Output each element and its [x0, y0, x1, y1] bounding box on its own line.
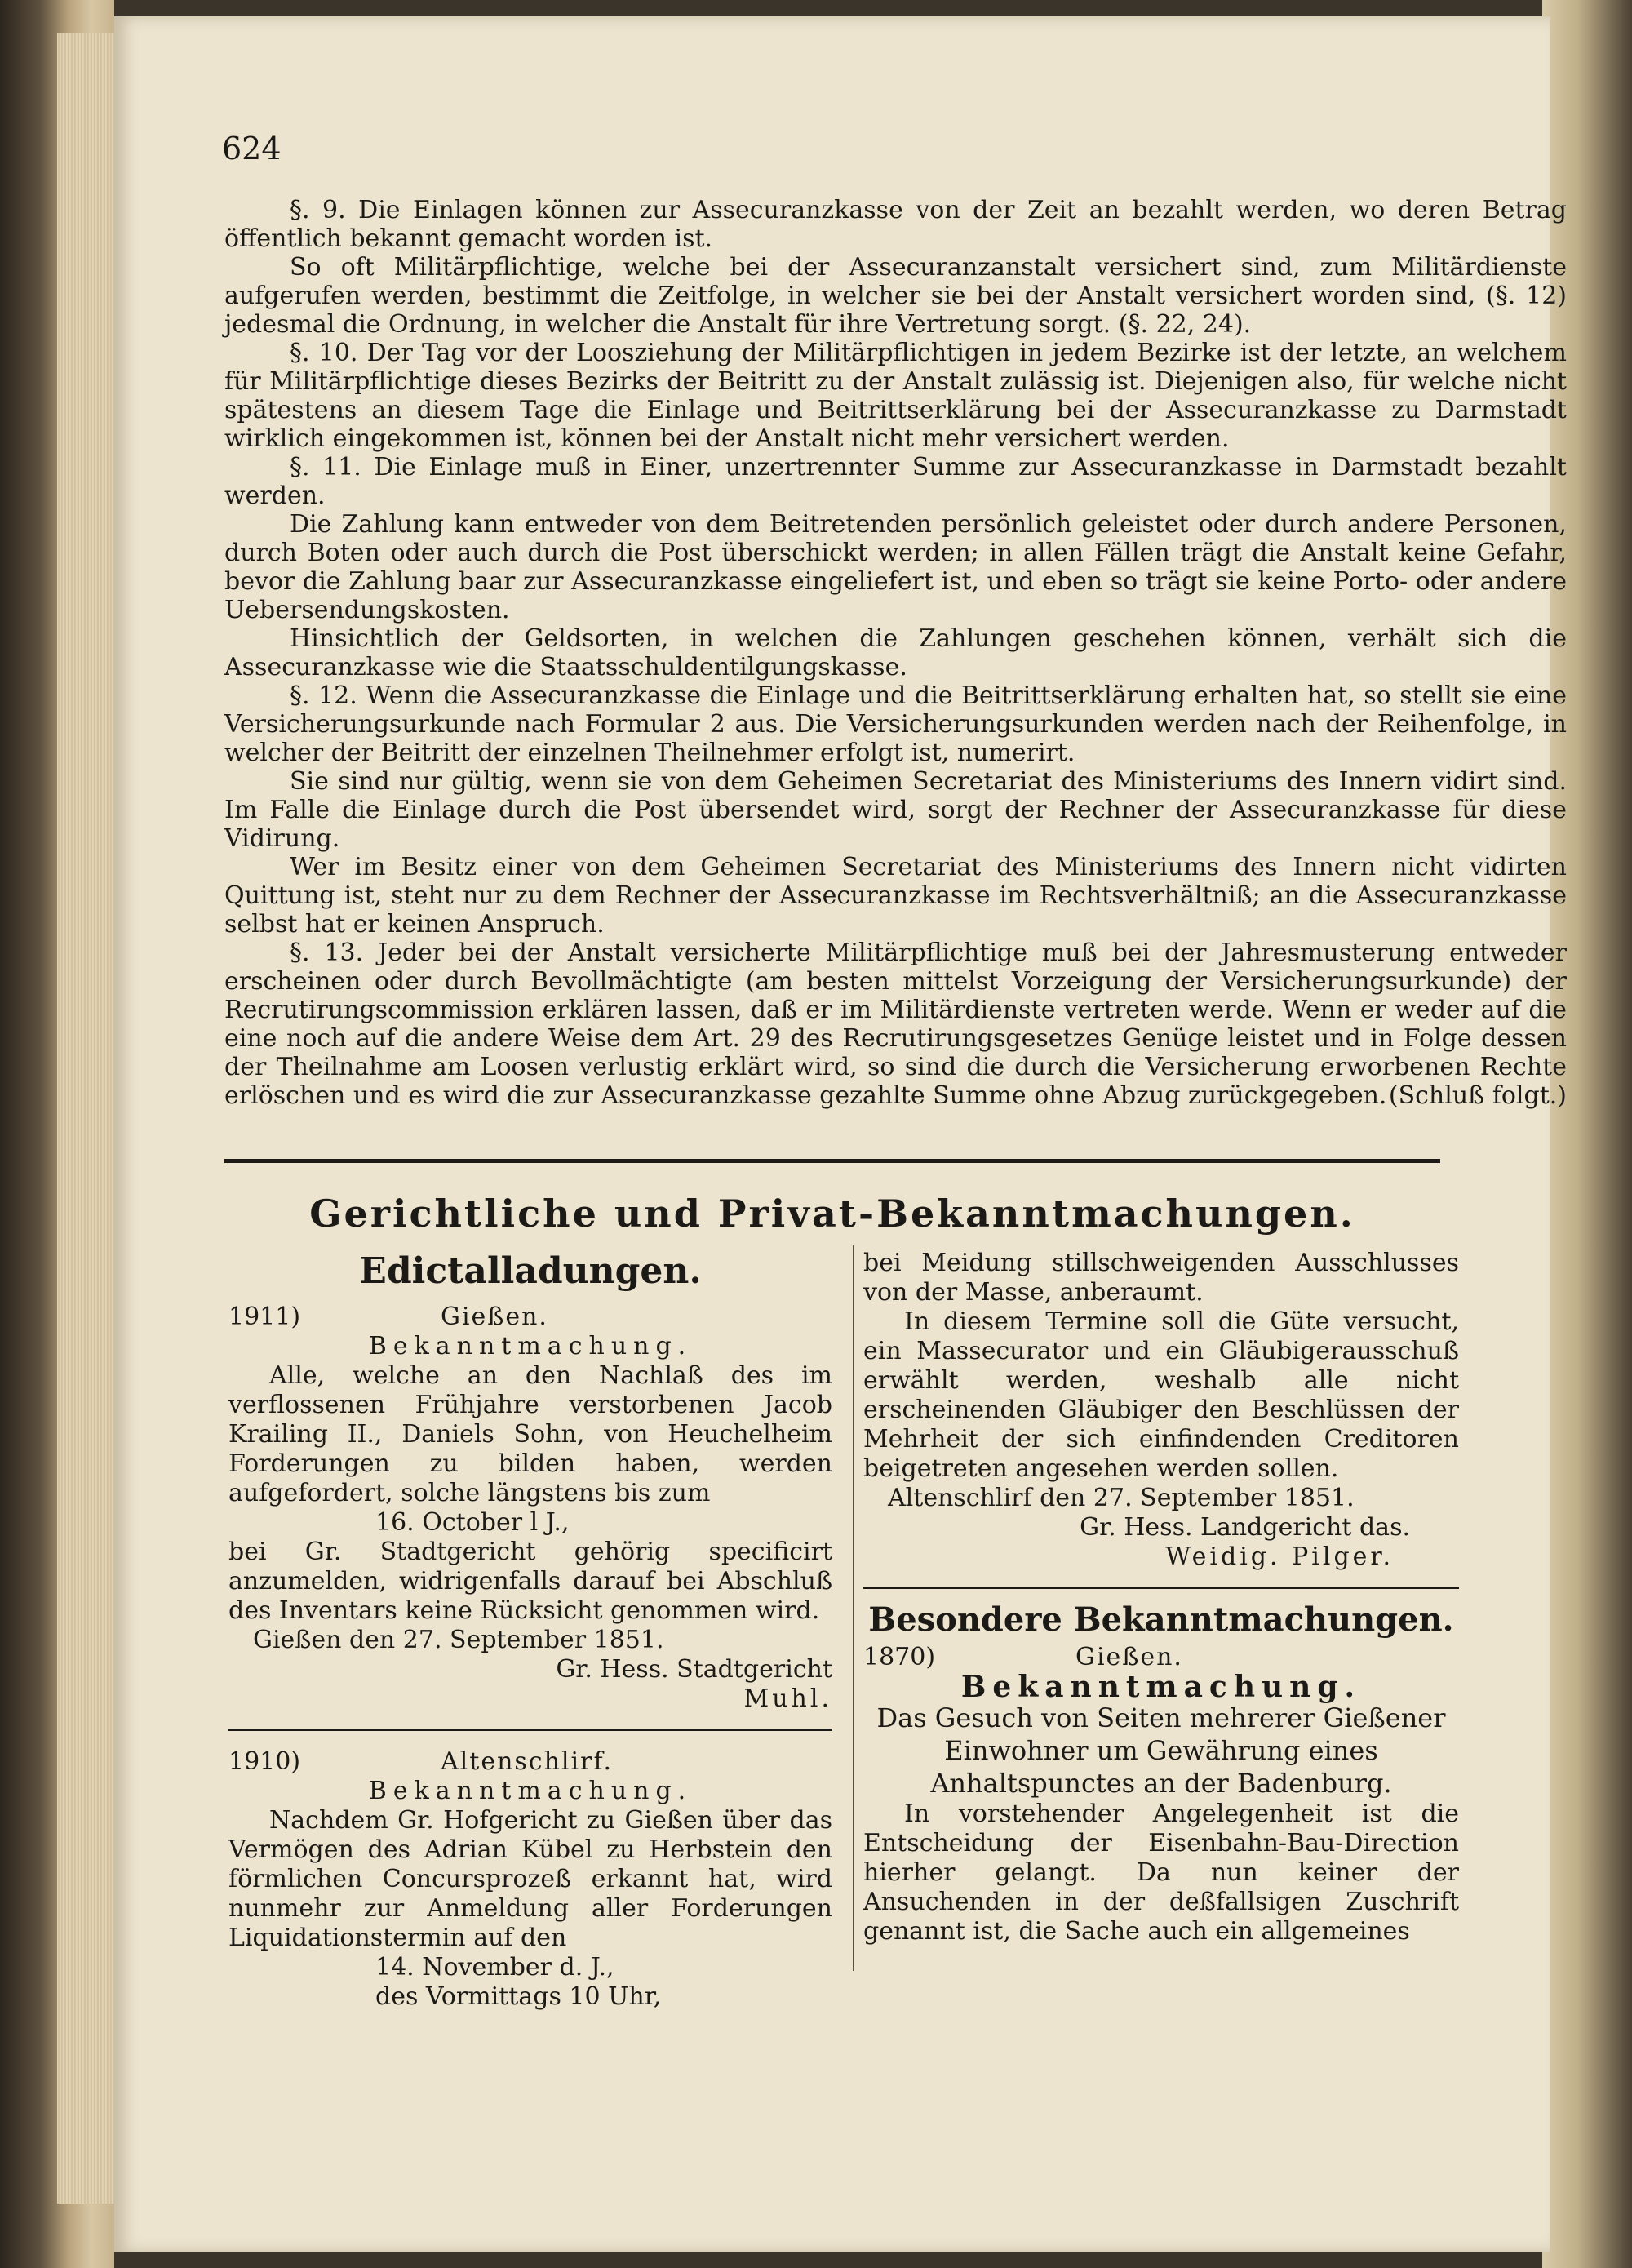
notice-dateline: Gießen den 27. September 1851.	[253, 1626, 664, 1654]
paragraph: §. 13. Jeder bei der Anstalt versicherte Militärpflichtige muß bei der Jahresmusterung entweder erscheinen oder durch Bevollmächtigte (am besten mittelst Vorzeigung der Versicherungsurkunde) der Recrutirungscommission erklären lassen, daß er im Militärdienste vertreten werde. Wenn er weder auf die eine noch auf die andere Weise dem Art. 29 des Recrutirungsgesetzes Genüge leistet und in Folge dessen der Theilnahme am Loosen verlustig erklärt wird, so sind die durch die Versicherung erworbenen Rechte erlöschen und es wird die zur Assecuranzkasse gezahlte Summe ohne Abzug zurückgegeben.	[224, 939, 1567, 1110]
notice-header	[228, 1747, 947, 1777]
heading-besondere: Besondere Bekanntmachungen.	[868, 1600, 1454, 1639]
notice-text: In vorstehender Angelegenheit ist die Entscheidung der Eisenbahn-Bau-Direction hierher gelangt. Da nun keiner der Ansuchenden in der deßfallsigen Zuschrift genannt ist, die Sache auch ein allgemeines	[863, 1800, 1459, 1946]
notice-title: Bekanntmachung.	[960, 1670, 1362, 1704]
notice-header	[228, 1303, 947, 1332]
book-left-edge	[0, 0, 114, 2268]
notice-subject: Das Gesuch von Seiten mehrerer Gießener Einwohner um Gewährung eines Anhaltspunctes an der Badenburg.	[876, 1702, 1446, 1799]
notice-place: Gießen.	[441, 1303, 548, 1331]
notice-time: des Vormittags 10 Uhr,	[375, 1982, 662, 2011]
closing-note: (Schluß folgt.)	[1388, 1081, 1567, 1110]
notice-signature-name: Weidig. Pilger.	[1165, 1542, 1394, 1571]
heading-edictalladungen: Edictalladungen.	[359, 1250, 702, 1292]
section-divider	[224, 1159, 1440, 1163]
notice-place: Altenschlirf.	[441, 1747, 614, 1776]
notice-signature: Gr. Hess. Stadtgericht	[556, 1655, 832, 1684]
notice-text: In diesem Termine soll die Güte versucht, ein Massecurator und ein Gläubigerausschuß erwählt werden, weshalb alle nicht erscheinenden Gläubiger den Beschlüssen der Mehrheit der sich einfindenden Creditoren beigetreten angesehen werden sollen.	[863, 1307, 1459, 1483]
section-title: Gerichtliche und Privat-Bekanntmachungen.	[309, 1192, 1355, 1236]
left-column	[228, 1250, 947, 2012]
notice-place: Gießen.	[1075, 1643, 1183, 1671]
continuation-text: bei Meidung stillschweigenden Ausschlusses von der Masse, anberaumt.	[863, 1249, 1459, 1307]
notice-title: Bekanntmachung.	[368, 1777, 693, 1805]
notice-text: Nachdem Gr. Hofgericht zu Gießen über das Vermögen des Adrian Kübel zu Herbstein den förmlichen Concursprozeß erkannt hat, wird nunmehr zur Anmeldung aller Forderungen Liquidationstermin auf den	[228, 1806, 832, 1952]
paragraph: Wer im Besitz einer von dem Geheimen Secretariat des Ministeriums des Innern nicht vidirten Quittung ist, steht nur zu dem Rechner der Assecuranzkasse im Rechtsverhältniß; an die Assecuranzkasse selbst hat er keinen Anspruch.	[224, 853, 1567, 939]
paragraph: So oft Militärpflichtige, welche bei der Assecuranzanstalt versichert sind, zum Militärdienste aufgerufen werden, bestimmt die Zeitfolge, in welcher sie bei der Anstalt versichert worden sind, (§. 12) jedesmal die Ordnung, in welcher die Anstalt für ihre Vertretung sorgt. (§. 22, 24).	[224, 253, 1567, 339]
notice-header	[863, 1643, 1459, 1672]
page-stack	[57, 33, 114, 2204]
notice-text: Alle, welche an den Nachlaß des im verflossenen Frühjahre verstorbenen Jacob Krailing II., Daniels Sohn, von Heuchelheim Forderungen zu bilden haben, werden aufgefordert, solche längstens bis zum	[228, 1361, 832, 1507]
column-separator	[853, 1245, 854, 1971]
right-column	[863, 1249, 1459, 1946]
paragraph: §. 12. Wenn die Assecuranzkasse die Einlage und die Beitrittserklärung erhalten hat, so stellt sie eine Versicherungsurkunde nach Formular 2 aus. Die Versicherungsurkunden werden nach der Reihenfolge, in welcher der Beitritt der einzelnen Theilnehmer erfolgt ist, numerirt.	[224, 681, 1567, 767]
notice-number: 1870)	[863, 1643, 936, 1671]
notice-dateline: Altenschlirf den 27. September 1851.	[888, 1484, 1355, 1512]
paragraph: §. 10. Der Tag vor der Loosziehung der Militärpflichtigen in jedem Bezirke ist der letzte, an welchem für Militärpflichtige dieses Bezirks der Beitritt zu der Anstalt zulässig ist. Diejenigen also, für welche nicht spätestens an diesem Tage die Einlage und Beitrittserklärung bei der Assecuranzkasse zu Darmstadt wirklich eingekommen ist, können bei der Anstalt nicht mehr versichert werden.	[224, 339, 1567, 453]
paragraph: §. 11. Die Einlage muß in Einer, unzertrennter Summe zur Assecuranzkasse in Darmstadt bezahlt werden.	[224, 453, 1567, 510]
notice-divider	[228, 1729, 832, 1731]
page-number: 624	[222, 131, 282, 166]
notice-number: 1910)	[228, 1747, 301, 1776]
page	[114, 16, 1567, 2252]
notice-signature: Gr. Hess. Landgericht das.	[1080, 1513, 1410, 1542]
paragraph: Die Zahlung kann entweder von dem Beitretenden persönlich geleistet oder durch andere Personen, durch Boten oder auch durch die Post überschickt werden; in allen Fällen trägt die Anstalt keine Gefahr, bevor die Zahlung baar zur Assecuranzkasse eingeliefert ist, und eben so trägt sie keine Porto- oder andere Uebersendungskosten.	[224, 510, 1567, 624]
notice-date: 16. October l J.,	[375, 1508, 570, 1537]
paragraph: §. 9. Die Einlagen können zur Assecuranzkasse von der Zeit an bezahlt werden, wo deren Betrag öffentlich bekannt gemacht worden ist.	[224, 196, 1567, 253]
notice-title: Bekanntmachung.	[368, 1332, 693, 1360]
notice-signature-name: Muhl.	[743, 1684, 832, 1713]
paragraph: Sie sind nur gültig, wenn sie von dem Geheimen Secretariat des Ministeriums des Innern vidirt sind. Im Falle die Einlage durch die Post übersendet wird, sorgt der Rechner der Assecuranzkasse für diese Vidirung.	[224, 767, 1567, 853]
notice-divider	[863, 1587, 1459, 1589]
notice-number: 1911)	[228, 1303, 301, 1331]
notice-text: bei Gr. Stadtgericht gehörig specificirt anzumelden, widrigenfalls darauf bei Abschluß des Inventars keine Rücksicht genommen wird.	[228, 1538, 832, 1625]
paragraph: Hinsichtlich der Geldsorten, in welchen die Zahlungen geschehen können, verhält sich die Assecuranzkasse wie die Staatsschuldentilgungskasse.	[224, 624, 1567, 681]
body-text	[224, 196, 1567, 1110]
notice-date: 14. November d. J.,	[375, 1953, 614, 1982]
